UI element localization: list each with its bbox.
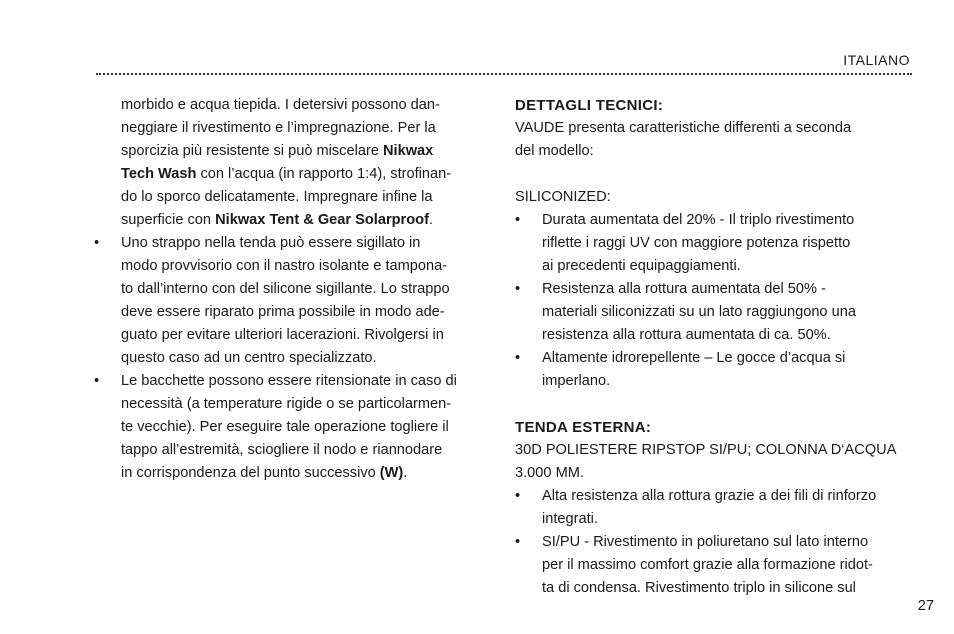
product-name: Nikwax <box>383 143 434 159</box>
text-line: del modello: <box>515 143 594 159</box>
text-line: Durata aumentata del 20% - Il triplo rivestimento <box>542 212 855 228</box>
text-line: necessità (a temperature rigide o se particolarmen- <box>121 396 452 412</box>
text-line: Uno strappo nella tenda può essere sigillato in <box>121 235 421 251</box>
text-line: per il massimo comfort grazie alla formazione ridot- <box>542 557 873 573</box>
list-item <box>515 209 915 278</box>
bullet-icon: • <box>515 212 521 228</box>
text-line: in corrispondenza del punto successivo <box>121 465 380 481</box>
text-line: 3.000 MM. <box>515 465 584 481</box>
text-line: materiali siliconizzati su un lato raggiungono una <box>542 304 856 320</box>
dotted-divider <box>96 73 912 75</box>
left-column <box>94 94 494 485</box>
text-line: Altamente idrorepellente – Le gocce d’acqua si <box>542 350 846 366</box>
text-line: resistenza alla rottura aumentata di ca. 50%. <box>542 327 831 343</box>
bullet-icon: • <box>515 534 521 550</box>
text-line: do lo sporco delicatamente. Impregnare infine la <box>121 189 433 205</box>
text-line: ai precedenti equipaggiamenti. <box>542 258 741 274</box>
text-line: modo provvisorio con il nastro isolante e tampona- <box>121 258 448 274</box>
right-column <box>515 94 915 600</box>
list-item <box>515 531 915 600</box>
figure-reference: (W) <box>379 465 404 481</box>
text-line: questo caso ad un centro specializzato. <box>121 350 377 366</box>
text-line: morbido e acqua tiepida. I detersivi possono dan- <box>121 97 440 113</box>
text-line: ta di condensa. Rivestimento triplo in silicone sul <box>542 580 856 596</box>
text-line: SI/PU - Rivestimento in poliuretano sul lato interno <box>542 534 869 550</box>
list-item <box>94 232 494 370</box>
bullet-icon: • <box>94 235 100 251</box>
bullet-icon: • <box>515 281 521 297</box>
text-line: deve essere riparato prima possibile in modo ade- <box>121 304 445 320</box>
product-name: Nikwax Tent & Gear Solarproof <box>215 212 429 228</box>
text-line: imperlano. <box>542 373 611 389</box>
section-heading: TENDA ESTERNA: <box>515 419 652 436</box>
text-line: integrati. <box>542 511 598 527</box>
intro-paragraph <box>94 94 494 232</box>
text-line: to dall’interno con del silicone sigillante. Lo strappo <box>121 281 450 297</box>
text-line: te vecchie). Per eseguire tale operazione togliere il <box>121 419 449 435</box>
language-label: ITALIANO <box>843 52 910 68</box>
sub-heading: SILICONIZED: <box>515 189 611 205</box>
product-name: Tech Wash <box>121 166 197 182</box>
bullet-icon: • <box>515 488 521 504</box>
text-line: superficie con <box>121 212 216 228</box>
page-number: 27 <box>917 598 934 614</box>
text-line: . <box>403 465 408 481</box>
list-item <box>94 370 494 485</box>
text-line: Resistenza alla rottura aumentata del 50% - <box>542 281 826 297</box>
text-line: riflette i raggi UV con maggiore potenza rispetto <box>542 235 851 251</box>
text-line: neggiare il rivestimento e l’impregnazione. Per la <box>121 120 436 136</box>
text-line: Le bacchette possono essere ritensionate in caso di <box>121 373 457 389</box>
bullet-icon: • <box>515 350 521 366</box>
list-item <box>515 347 915 393</box>
section-heading: DETTAGLI TECNICI: <box>515 97 664 114</box>
text-line: VAUDE presenta caratteristiche differenti a seconda <box>515 120 852 136</box>
text-line: tappo all’estremità, sciogliere il nodo e riannodare <box>121 442 443 458</box>
text-line: 30D POLIESTERE RIPSTOP SI/PU; COLONNA D‘ACQUA <box>515 442 897 458</box>
text-line: guato per evitare ulteriori lacerazioni. Rivolgersi in <box>121 327 444 343</box>
bullet-icon: • <box>94 373 100 389</box>
text-line: sporcizia più resistente si può miscelare <box>121 143 383 159</box>
text-line: . <box>428 212 433 228</box>
list-item <box>515 485 915 531</box>
list-item <box>515 278 915 347</box>
text-line: con l’acqua (in rapporto 1:4), strofinan- <box>196 166 452 182</box>
text-line: Alta resistenza alla rottura grazie a dei fili di rinforzo <box>542 488 877 504</box>
